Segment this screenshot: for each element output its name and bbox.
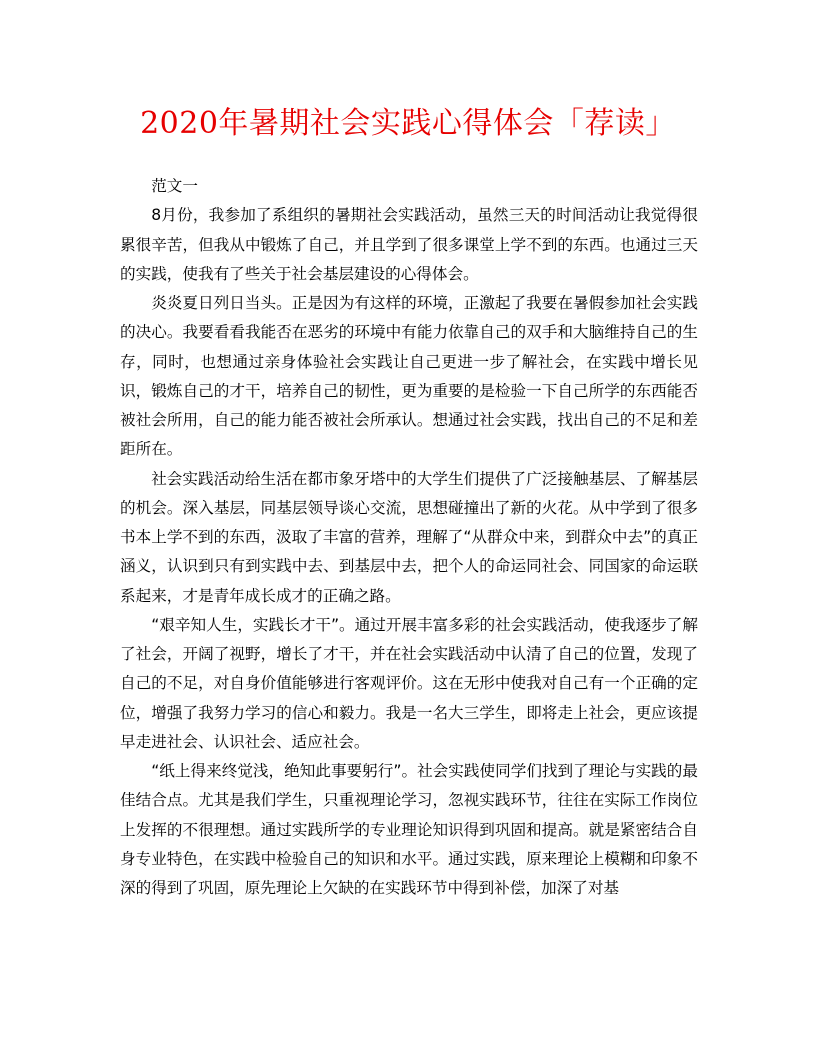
body-paragraph: “艰辛知人生，实践长才干”。通过开展丰富多彩的社会实践活动，使我逐步了解了社会，开阔了视野，增长了才干，并在社会实践活动中认清了自己的位置，发现了自己的不足，对自身价值能够进行客观评价。这在无形中使我对自己有一个正确的定位，增强了我努力学习的信心和毅力。我是一名大三学生，即将走上社会，更应该提早走进社会、认识社会、适应社会。 <box>120 615 698 751</box>
body-paragraph: 炎炎夏日列日当头。正是因为有这样的环境，正激起了我要在暑假参加社会实践的决心。我要看看我能否在恶劣的环境中有能力依靠自己的双手和大脑维持自己的生存，同时，也想通过亲身体验社会实践让自己更进一步了解社会，在实践中增长见识，锻炼自己的才干，培养自己的韧性，更为重要的是检验一下自己所学的东西能否被社会所用，自己的能力能否被社会所承认。想通过社会实践，找出自己的不足和差距所在。 <box>120 294 698 459</box>
body-paragraph: 社会实践活动给生活在都市象牙塔中的大学生们提供了广泛接触基层、了解基层的机会。深入基层，同基层领导谈心交流，思想碰撞出了新的火花。从中学到了很多书本上学不到的东西，汲取了丰富的营养，理解了“从群众中来，到群众中去”的真正涵义，认识到只有到实践中去、到基层中去，把个人的命运同社会、同国家的命运联系起来，才是青年成长成才的正确之路。 <box>120 469 698 605</box>
body-paragraph: “纸上得来终觉浅，绝知此事要躬行”。社会实践使同学们找到了理论与实践的最佳结合点。尤其是我们学生，只重视理论学习，忽视实践环节，往往在实际工作岗位上发挥的不很理想。通过实践所学的专业理论知识得到巩固和提高。就是紧密结合自身专业特色，在实践中检验自己的知识和水平。通过实践，原来理论上模糊和印象不深的得到了巩固，原先理论上欠缺的在实践环节中得到补偿，加深了对基 <box>120 762 698 897</box>
body-paragraph: 8月份，我参加了系组织的暑期社会实践活动，虽然三天的时间活动让我觉得很累很辛苦，但我从中锻炼了自己，并且学到了很多课堂上学不到的东西。也通过三天的实践，使我有了些关于社会基层建设的心得体会。 <box>120 206 698 283</box>
document-body <box>120 172 698 903</box>
document-title: 2020年暑期社会实践心得体会「荐读」 <box>140 106 676 141</box>
section-label: 范文一 <box>151 177 198 195</box>
